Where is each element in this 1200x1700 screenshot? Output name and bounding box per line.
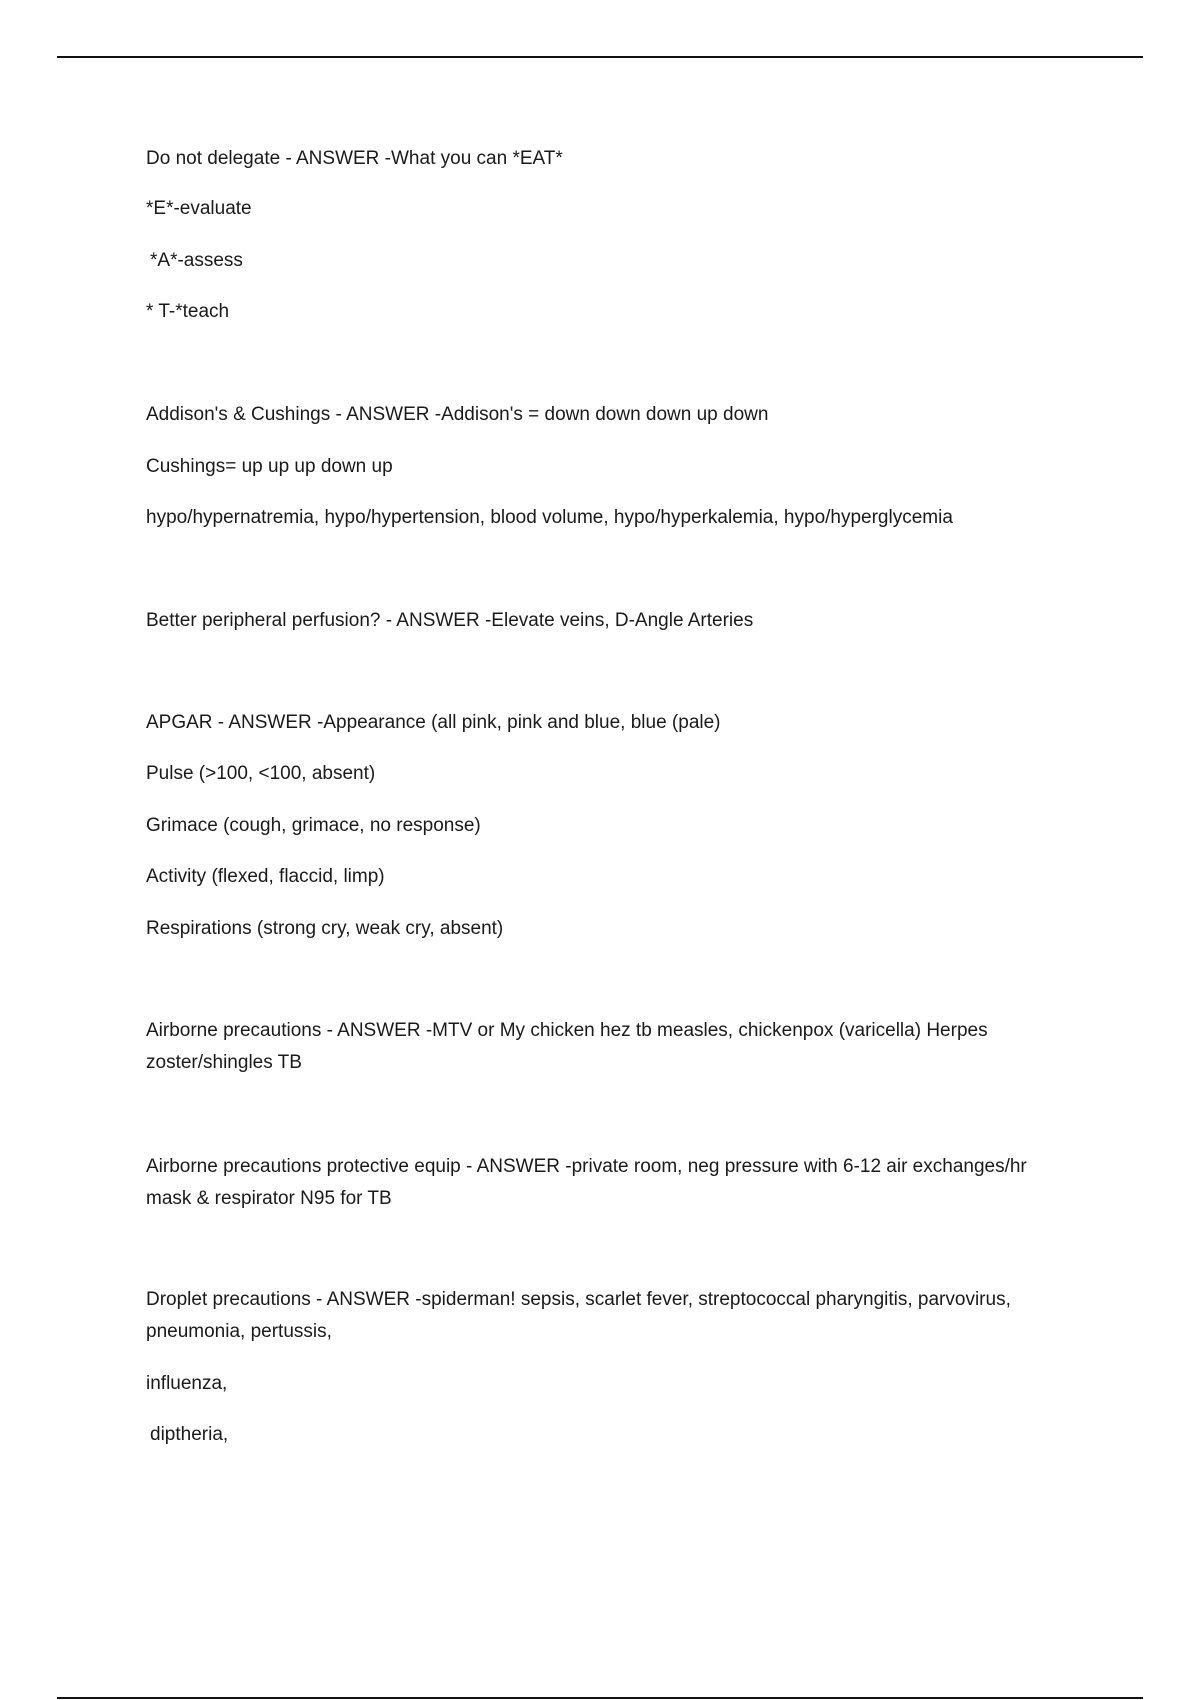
apgar-question: APGAR - ANSWER -Appearance (all pink, pink and blue, blue (pale) <box>146 712 721 733</box>
apgar-grimace: Grimace (cough, grimace, no response) <box>146 815 481 836</box>
top-rule <box>57 56 1143 58</box>
perfusion-question: Better peripheral perfusion? - ANSWER -Elevate veins, D-Angle Arteries <box>146 610 754 631</box>
addison-cushings-labels: hypo/hypernatremia, hypo/hypertension, blood volume, hypo/hyperkalemia, hypo/hyperglycemia <box>146 507 953 528</box>
droplet-diptheria: diptheria, <box>150 1424 229 1445</box>
bottom-rule <box>57 1697 1143 1699</box>
droplet-question: Droplet precautions - ANSWER -spiderman! sepsis, scarlet fever, streptococcal pharyngitis, parvovirus, pneumonia, pertussis, <box>146 1289 1011 1342</box>
addison-question: Addison's & Cushings - ANSWER -Addison's = down down down up down <box>146 404 769 425</box>
airborne-equip-question: Airborne precautions protective equip - ANSWER -private room, neg pressure with 6-12 air exchanges/hr mask & respirator N95 for TB <box>146 1156 1027 1209</box>
delegate-evaluate: *E*-evaluate <box>146 198 252 219</box>
apgar-pulse: Pulse (>100, <100, absent) <box>146 763 376 784</box>
airborne-question: Airborne precautions - ANSWER -MTV or My chicken hez tb measles, chickenpox (varicella) Herpes zoster/shingles TB <box>146 1020 988 1073</box>
delegate-question: Do not delegate - ANSWER -What you can *EAT* <box>146 148 563 169</box>
delegate-teach: * T-*teach <box>146 301 230 322</box>
cushings-line: Cushings= up up up down up <box>146 456 393 477</box>
apgar-activity: Activity (flexed, flaccid, limp) <box>146 866 385 887</box>
apgar-respirations: Respirations (strong cry, weak cry, absent) <box>146 918 504 939</box>
droplet-influenza: influenza, <box>146 1373 228 1394</box>
delegate-assess: *A*-assess <box>150 250 243 271</box>
